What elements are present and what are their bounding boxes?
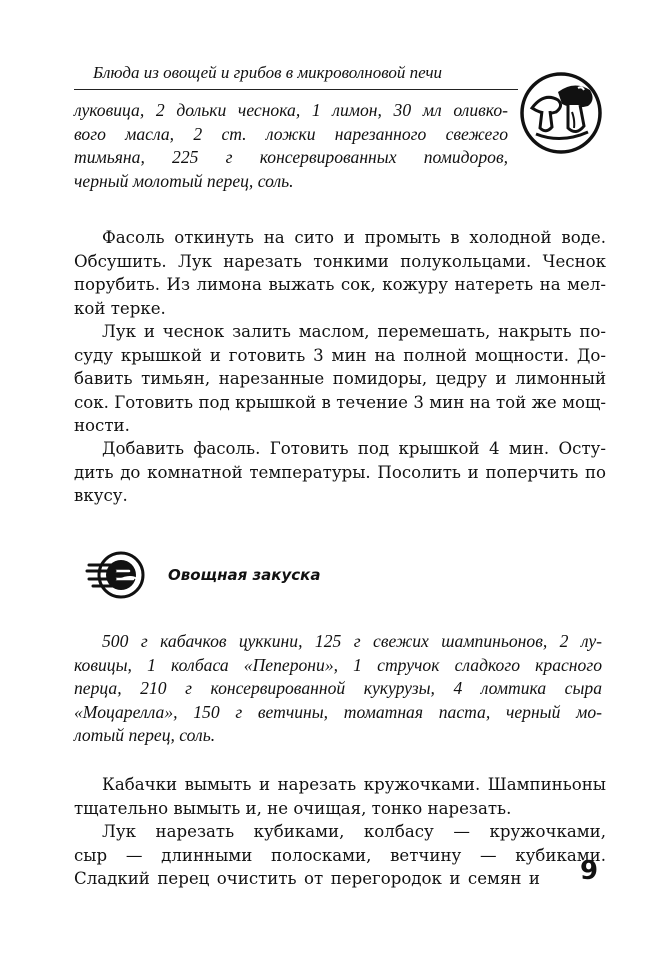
text-line: 500 г кабачков цуккини, 125 г свежих шампиньонов, 2 лу- [102, 631, 602, 651]
text-line: ности. [74, 416, 130, 435]
text-line: Лук и чеснок залить маслом, перемешать, накрыть по- [102, 322, 606, 341]
text-line: Сладкий перец очистить от перегородок и семян и [74, 869, 540, 888]
text-line: дить до комнатной температуры. Посолить и поперчить по [74, 462, 606, 482]
text-line: вкусу. [74, 486, 128, 505]
text-line: луковица, 2 дольки чеснока, 1 лимон, 30 мл оливко- [74, 100, 508, 120]
text-line: Фасоль откинуть на сито и промыть в холодной воде. [102, 228, 606, 247]
text-line: тщательно вымыть и, не очищая, тонко нарезать. [74, 798, 512, 818]
text-line: лотый перец, соль. [74, 725, 216, 745]
text-line: кой терке. [74, 298, 166, 318]
text-line: бавить тимьян, нарезанные помидоры, цедру и лимонный [74, 369, 606, 388]
text-line: Обсушить. Лук нарезать тонкими полукольцами. Чеснок [74, 251, 606, 271]
header-rule [74, 89, 518, 90]
text-line: Добавить фасоль. Готовить под крышкой 4 мин. Осту- [102, 439, 606, 458]
text-line: суду крышкой и готовить 3 мин на полной мощности. До- [74, 345, 606, 365]
text-line: Лук нарезать кубиками, колбасу — кружочками, [102, 822, 606, 841]
recipe1-paragraph-1 [74, 226, 606, 320]
text-line: порубить. Из лимона выжать сок, кожуру натереть на мел- [74, 275, 606, 294]
text-line: «Моцарелла», 150 г ветчины, томатная паста, черный мо- [74, 701, 602, 722]
page-number: 9 [580, 856, 599, 886]
recipe2-paragraph-1 [74, 773, 606, 820]
recipe2-title: Овощная закуска [168, 566, 321, 584]
text-line: черный молотый перец, соль. [74, 170, 294, 191]
cutlery-plate-icon [85, 549, 145, 601]
recipe2-ingredients [74, 630, 602, 748]
recipe1-ingredients [74, 99, 508, 193]
text-line: вого масла, 2 ст. ложки нарезанного свежего [74, 123, 508, 144]
recipe1-paragraph-2 [74, 320, 606, 438]
text-line: тимьяна, 225 г консервированных помидоров, [74, 147, 508, 167]
recipe2-paragraph-2 [74, 820, 606, 891]
text-line: сыр — длинными полосками, ветчину — кубиками. [74, 845, 606, 865]
text-line: перца, 210 г консервированной кукурузы, 4 ломтика сыра [74, 678, 602, 698]
text-line: Кабачки вымыть и нарезать кружочками. Шампиньоны [102, 775, 606, 794]
text-line: сок. Готовить под крышкой в течение 3 мин на той же мощ- [74, 392, 606, 412]
text-line: ковицы, 1 колбаса «Пеперони», 1 стручок сладкого красного [74, 654, 602, 675]
recipe1-paragraph-3 [74, 437, 606, 508]
running-header-title: Блюда из овощей и грибов в микроволновой печи [93, 63, 443, 82]
mushroom-emblem-icon [518, 70, 604, 156]
